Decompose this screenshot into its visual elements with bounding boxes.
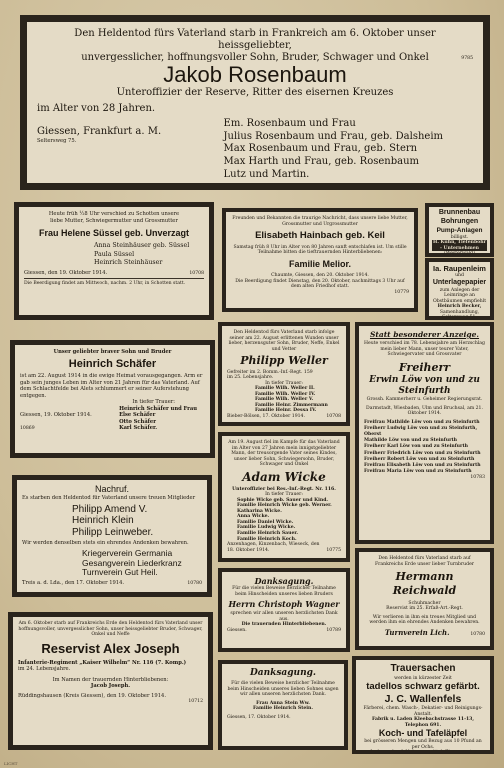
notice-intro: Den Heldentod fürs Vaterland starb auf Frankreichs Erde unser lieber Turnbruder (374, 556, 474, 567)
deceased-name: Philipp Amend V. (72, 503, 148, 515)
ad-text: (Westerwald) (444, 251, 475, 257)
mourner: Sophie Wicke geb. Sauer und Kind. (237, 497, 329, 503)
notice-date: Chaumte, Giessen, den 20. Oktober 1914. (271, 273, 369, 279)
club-name: Gesangverein Liederkranz (82, 557, 182, 568)
club-name: Kriegerverein Germania (82, 547, 173, 558)
mourner: Lutz und Martin. (223, 168, 310, 180)
ad-brunnenbau (425, 203, 494, 257)
notice-code: 10780 (470, 631, 485, 637)
notice-heading: Nachruf. (94, 484, 129, 494)
notice-signature: Die trauernden Hinterbliebenen. (241, 622, 327, 627)
notice-code: 10780 (187, 581, 202, 587)
mourner: Familie Daniel Wicke. (237, 519, 294, 525)
notice-code: 10775 (326, 547, 341, 553)
notice-intro: Am 6. Oktober starb auf Frankreichs Erde den Heldentod fürs Vaterland unser hoffnungsvoller, unvergesslicher Sohn, unser heissgeliebter Bruder, Schwager, Onkel und Neffe (18, 621, 203, 637)
notice-body: Wir werden denselben stets ein ehrendes Andenken bewahren. (22, 540, 189, 547)
ad-text: und (455, 273, 464, 279)
deceased-name: Heinrich Schäfer (68, 357, 157, 370)
deceased-name: Adam Wicke (242, 469, 326, 484)
ad-text: Ladenverkauf: Nahrungsmittel, Zigarren etc. (370, 750, 476, 754)
notice-intro-2: unvergesslicher, hoffnungsvoller Sohn, Bruder, Schwager und Onkel (81, 52, 429, 63)
notice-body: Für die vielen Beweise herzlicher Teilnahme beim Hinscheiden unseres lieben Bruders (232, 586, 336, 597)
mourner: Freifrau Elisabeth Löw von und zu Steinfurth (364, 462, 481, 468)
notice-reichwald (355, 548, 494, 650)
deceased-name: Philipp Leinweber. (72, 526, 154, 538)
mourner: Anna Steinhäuser geb. Süssel (94, 242, 190, 250)
mourner: Familie Ludwig Wicke. (237, 525, 296, 531)
mourner: Familie Heinrich Koch. (237, 536, 297, 542)
notice-place: Rüddingshausen (Kreis Giessen), den 19. Oktober 1914. (18, 692, 166, 699)
notice-address: Seltersweg 75. (37, 138, 77, 145)
mourner: Freiherr Friedrich Löw von und zu Steinfurth (364, 450, 481, 456)
mourner: Freifrau Maria Löw von und zu Steinfurth (364, 469, 472, 475)
notice-weller (218, 322, 350, 426)
notice-intro-1: Den Heldentod fürs Vaterland starb in Frankreich am 6. Oktober unser heissgeliebter, (74, 28, 436, 51)
mourners-list (224, 118, 473, 182)
notice-nachruf (12, 475, 212, 597)
notice-stein (218, 660, 348, 750)
notice-intro: liebe Mutter, Schwiegermutter und Grossmutter (50, 217, 178, 224)
mourner: Else Schäfer (119, 412, 156, 419)
notice-signature: Familie Heinrich Stein. (253, 706, 313, 712)
deceased-rank: Infanterie-Regiment „Kaiser Wilhelm“ Nr. 116 (7. Komp.) (18, 659, 187, 666)
club-name: Turnverein Gut Heil. (82, 567, 158, 578)
ad-company: Heinrich Becker, (437, 304, 482, 310)
mourner: Freifrau Mathilde Löw von und zu Steinfurth (364, 419, 480, 425)
notice-rosenbaum (20, 15, 490, 190)
mourner: Familie Wilh. Weller V. (255, 397, 314, 403)
mourner: Paula Süssel (94, 250, 135, 258)
notice-suessel (14, 202, 214, 320)
mourner: Max Harth und Frau, geb. Rosenbaum (223, 156, 419, 168)
deceased-name: Erwin Löw von und zu Steinfurth (369, 374, 480, 396)
mourner: Familie Heinrich Wicke geb. Werner. (237, 503, 332, 509)
mourner: Familie Wilh. Weller II. (255, 386, 315, 392)
ad-text: Fabrik u. Laden Kleebachstrasse 11-13, Telephon 691. (372, 717, 474, 728)
notice-signature: In tiefer Trauer: (265, 492, 303, 497)
mourner: Anna Wicke. (237, 514, 270, 520)
ad-text: Färberei, chem. Wasch-, Dekatier- und Reinigungs-Anstalt. (363, 706, 483, 717)
notice-code: 10783 (470, 475, 485, 481)
ad-text: bei grösseren Mengen und Bezug aus 10 Pfund an per Ochs. (364, 739, 482, 750)
notice-place: Darmstadt, Wiesbaden, Ulm und Bruchsal, am 21. Oktober 1914. (366, 405, 483, 417)
notice-signature: Turnverein Lich. (384, 627, 450, 637)
notice-code: 10789 (326, 627, 341, 633)
ad-title: Unterlagepapier (432, 278, 487, 286)
notice-code: 10708 (189, 270, 204, 276)
notice-place: Giessen, 17. Oktober 1914. (227, 714, 291, 720)
ad-title: Ia. Raupenleim (433, 264, 486, 273)
notice-signature: In tiefer Trauer: (265, 380, 303, 386)
ad-title: Bohrungen (440, 217, 479, 225)
notice-intro: Es starben den Heldentod für Vaterland unsere treuen Mitglieder (22, 495, 196, 502)
notice-code: 10708 (326, 413, 341, 419)
mourner: Otto Schäfer (119, 418, 156, 425)
ad-text: Samenhandlung, Seltersweg 51. (439, 309, 480, 320)
notice-place: Giessen, Frankfurt a. M. (37, 125, 162, 137)
notice-code: 10869 (20, 426, 35, 432)
notice-place: Bieber-Bölsen, 17. Oktober 1914. (227, 413, 305, 419)
ad-company: H. Kuhn, Tiefenbohr - Unternehmen (432, 240, 486, 251)
notice-code: 9785 (461, 56, 473, 61)
mourner: Freiherr Ludwig Löw von und zu Steinfurth, Oberst (364, 425, 478, 437)
deceased-age: im 24. Lebensjahre. (18, 666, 71, 673)
deceased-name: Hermann Reichwald (392, 570, 457, 597)
mourner: Em. Rosenbaum und Frau (223, 117, 356, 129)
notice-intro: Unser geliebter braver Sohn und Bruder (53, 349, 172, 355)
deceased-name: Herrn Christoph Wagner (228, 599, 340, 609)
ad-text: billigst. (450, 234, 469, 240)
mourner: Heinrich Schäfer und Frau (119, 405, 197, 412)
ad-text: zum Anlegen der Leimringe an Obstbäumen empfiehlt (432, 287, 487, 304)
notice-schaefer (10, 340, 215, 458)
notice-body: sprechen wir allen unseren herzlichsten Dank aus. (230, 611, 338, 622)
mourner: Familie Heinrich Sauer. (237, 531, 299, 537)
notice-place: Giessen, 19. Oktober 1914. (20, 411, 92, 418)
ad-company: J. C. Wallenfels (384, 692, 462, 705)
notice-loew (355, 322, 494, 544)
notice-joseph (8, 612, 213, 750)
mourner: Katharina Wicke. (237, 508, 282, 514)
deceased-rank: Unteroffizier der Reserve, Ritter des eisernen Kreuzes (116, 86, 394, 98)
mourner: Familie Wilh. Weller IV. (255, 391, 316, 397)
deceased-name: Philipp Weller (240, 354, 328, 367)
mourner: Mathilde Löw von und zu Steinfurth (364, 438, 457, 444)
ad-title: Brunnenbau (438, 209, 481, 216)
ad-title: Koch- und Tafeläpfel (378, 728, 468, 738)
mourner: Max Rosenbaum und Frau, geb. Stern (223, 143, 418, 155)
deceased-rank: Grossh. Kammerherr u. Geheimer Regierungsrat. (366, 397, 483, 403)
notice-place: Treis a. d. Lda., den 17. Oktober 1914. (22, 580, 125, 587)
ad-wallenfels (352, 656, 494, 754)
notice-intro: Freunden und Bekannten die traurige Nachricht, dass unsere liebe Mutter, Grossmutter und Urgrossmutter (232, 216, 408, 227)
notice-body: Heute verschied im 78. Lebensjahre am Herzschlag mein lieber Mann, unser teurer Vater, Schwiegervater und Grossvater (364, 341, 485, 358)
mourner: Julius Rosenbaum und Frau, geb. Dalsheim (223, 130, 443, 142)
notice-code: 10712 (188, 699, 203, 705)
notice-place: Giessen. (227, 627, 247, 633)
deceased-profession: Schuhmacher (408, 600, 441, 606)
ad-title: Trauersachen (390, 663, 456, 674)
notice-wicke (218, 432, 350, 562)
notice-intro: Heute früh ½8 Uhr verschied zu Schotten unsere (48, 211, 180, 217)
notice-signature: Frau Anna Stein Ww. (256, 700, 310, 706)
page-footer-mark: LICHT (4, 761, 18, 766)
deceased-rank: Reservist im 25. Erfaß-Art.-Regt. (386, 606, 463, 611)
deceased-name: Heinrich Klein (72, 515, 134, 527)
deceased-age: im 25. Lebensjahre. (227, 375, 274, 381)
notice-body: ist am 22. August 1914 in die ewige Heimat vorausgegangen. Arm er gab sein junges Leben im Alter von 21 Jahren für das Vaterland. Auf dem Schlachtfelde bei Alets schlummert er seiner Auferstehung entgegen. (20, 373, 203, 399)
notice-hainbach (222, 208, 418, 312)
funeral-info: Die Beerdigung findet am Mittwoch, nachm. 2 Uhr, in Schotten statt. (24, 281, 186, 287)
notice-code: 10779 (394, 289, 409, 295)
mourner: Karl Schäfer. (119, 425, 158, 432)
notice-signature: Im Namen der trauernden Hinterbliebenen: (52, 676, 169, 683)
deceased-title: Freiherr (398, 360, 451, 374)
family-name: Familie Melior. (288, 258, 352, 269)
notice-heading: Danksagung. (249, 668, 317, 678)
signer-name: Jacob Joseph. (90, 683, 131, 690)
notice-signature: In tiefer Trauer: (132, 399, 175, 406)
mourner: Freiherr Karl Löw von und zu Steinfurth (364, 444, 468, 450)
notice-body: Wir verlieren in ihm ein treues Mitglied und werden ihm ein ehrendes Andenken bewahren. (369, 614, 480, 625)
notice-intro: Den Heldentod fürs Vaterland starb infolge seiner am 22. August erlittenen Wunden unser lieber, herzensguter Sohn, Bruder, Neffe, Enkel und Vetter (228, 330, 340, 352)
notice-intro: Am 19. August fiel im Kampfe für das Vaterland im Alter von 27 Jahren mein innigstgeliebter Mann, der treusorgende Vater seines Kindes, unser lieber Sohn, Schwiegersohn, Bruder, Schwager und Onkel (228, 440, 340, 467)
notice-heading: Statt besonderer Anzeige. (369, 330, 480, 339)
deceased-name: Elisabeth Hainbach geb. Keil (255, 230, 385, 241)
notice-body: Für die vielen Beweise herzlicher Teilnahme beim Hinscheiden unseres lieben Sohnes sagen wir allen unseren herzlichsten Dank. (227, 681, 339, 698)
deceased-name: Reservist Alex Joseph (41, 640, 180, 656)
mourner: Freiherr Robert Löw von und zu Steinfurth (364, 456, 475, 462)
mourner: Heinrich Steinhäuser (94, 259, 163, 267)
notice-place: Anzenhagen, Kinzenbach, Wieseck, den 18. Oktober 1914. (227, 542, 320, 553)
notice-date: Giessen, den 19. Oktober 1914. (24, 269, 108, 276)
funeral-info: Die Beerdigung findet Dienstag, den 20. Oktober, nachmittags 3 Uhr auf dem alten Friedhof statt. (235, 278, 405, 290)
deceased-rank: Gefreiter im 2. Bomm.-Inf.-Regt. 159 (227, 369, 313, 375)
deceased-name: Frau Helene Süssel geb. Unverzagt (38, 228, 190, 238)
ad-title: tadellos schwarz gefärbt. (366, 681, 480, 692)
notice-wagner (218, 568, 350, 652)
notice-body: Samstag früh 8 Uhr im Alter von 80 Jahren sanft entschlafen ist. Um stille Teilnahme bitten die tieftrauernden Hinterbliebenen: (233, 244, 407, 256)
ad-raupenleim (425, 258, 494, 320)
ad-title: Pump-Anlagen (436, 226, 483, 234)
ad-text: werden in kürzester Zeit (394, 675, 452, 681)
deceased-rank: Unteroffizier bei Res.-Inf.-Regt. Nr. 116. (232, 486, 336, 492)
deceased-name: Jakob Rosenbaum (163, 61, 347, 87)
notice-heading: Danksagung. (254, 576, 314, 586)
deceased-age: im Alter von 28 Jahren. (37, 103, 156, 115)
mourner: Familie Heinr. Zimmermann (255, 402, 328, 408)
mourner: Familie Heinr. Dessa IV. (255, 408, 317, 414)
